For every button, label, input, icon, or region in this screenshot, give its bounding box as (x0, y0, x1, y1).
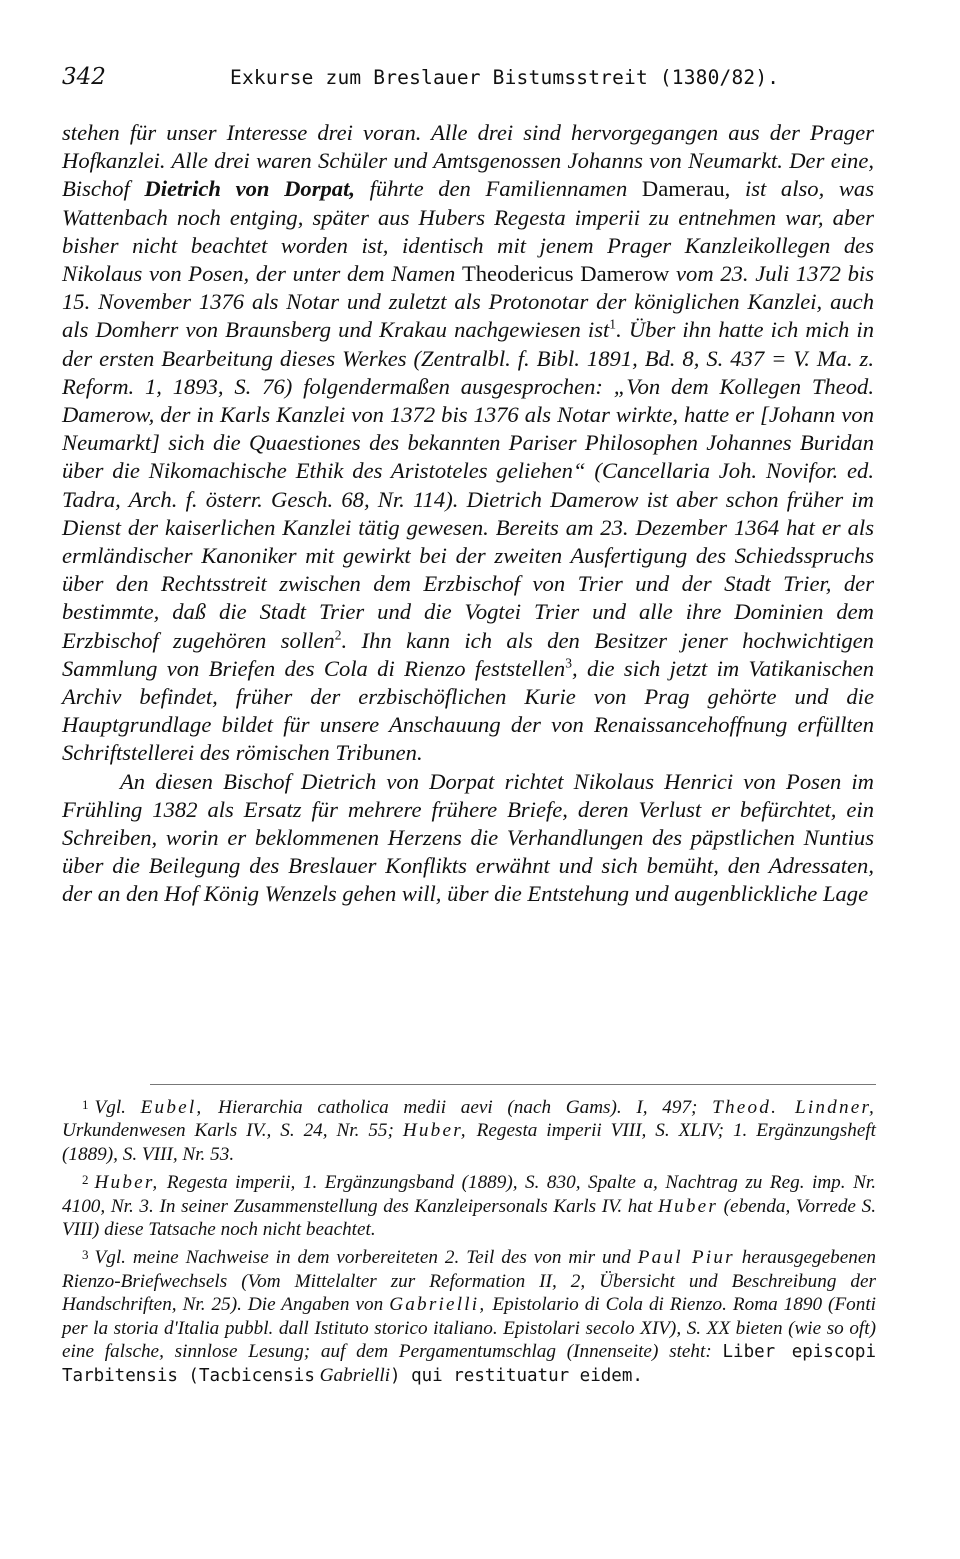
text-run: . Ihn kann ich als den Besitzer jener hochwichtigen Sammlung von Briefen des Cola di Rienzo feststellen (62, 627, 874, 681)
footnote-ref-3: 3 (565, 655, 573, 671)
page-header (62, 64, 902, 96)
footnote-divider (150, 1084, 876, 1085)
text-run: (ebenda, Vorrede S. VIII) diese Tatsache noch nicht beachtet. (62, 1195, 876, 1241)
footnote-ref-2: 2 (334, 627, 342, 643)
text-run: ist also, was Wattenbach noch entging, später aus Hubers Regesta imperii zu entnehmen war, aber bisher nicht beachtet worden ist, identisch mit jenem Prager Kanzleikollegen des Nikolaus von Posen, der unter dem Namen (62, 176, 875, 287)
author-eubel: Eubel, (140, 1097, 204, 1118)
running-title: Exkurse zum Breslauer Bistumsstreit (1380/82). (230, 66, 780, 89)
footnote-1 (62, 1093, 876, 1166)
quoted-inscription-end: ) qui restituatur eidem. (390, 1366, 643, 1387)
text-run: Hierarchia catholica medii aevi (nach Gams). I, 497; (203, 1097, 713, 1118)
author-huber: Huber, (94, 1172, 160, 1194)
quoted-inscription: Liber episcopi Tarbitensis (Tacbicensis (62, 1342, 876, 1387)
author-gabrielli: Gabrielli (319, 1365, 391, 1387)
text-run: Epistolario di Cola di Rienzo. Roma 1890 (Fonti per la storia d'Italia pubbl. dall Istituto storico italiano. Epistolari secolo XIV), S. XX bieten (wie so oft) eine falsche, sinnlose Lesung; auf dem Pergamentumschlag (Innenseite) steht: (62, 1294, 877, 1363)
footnotes (62, 1093, 876, 1389)
footnote-3 (62, 1243, 876, 1388)
text-run: führte den Familiennamen (355, 176, 642, 202)
text-run: Urkundenwesen Karls IV., S. 24, Nr. 55; (62, 1120, 403, 1142)
paragraph-1 (62, 119, 874, 768)
text-run: Vgl. (94, 1097, 141, 1118)
footnote-ref-1: 1 (609, 316, 617, 332)
text-run: , die sich jetzt im Vatikanischen Archiv befindet, früher der erzbischöflichen Kurie von Prag gehörte und die Hauptgrundlage bildet für unsere Anschauung der von Renaissancehoffnung erfüllten Schriftstellerei des römischen Tribunen. (62, 655, 874, 766)
name-damerau: Damerau, (641, 176, 731, 202)
footnote-2 (62, 1168, 876, 1241)
footnote-mark: 1 (82, 1097, 89, 1112)
author-huber: Huber (657, 1195, 718, 1217)
footnote-mark: 2 (82, 1172, 89, 1188)
main-text (62, 119, 874, 909)
paragraph-2: An diesen Bischof Dietrich von Dorpat richtet Nikolaus Henrici von Posen im Frühling 1382 als Ersatz für mehrere frühere Briefe, deren Verlust er befürchtet, ein Schreiben, worin er beklommenen Herzens die Verhandlungen des päpstlichen Nuntius über die Beilegung des Breslauer Konflikts erwähnt und sich bemüht, den Adressaten, der an den Hof König Wenzels gehen will, über die Entstehung und augenblickliche Lage (62, 768, 874, 907)
text-run: vom 23. Juli 1372 bis 15. November 1376 als Notar und zuletzt als Protonotar der königlichen Kanzlei, auch als Domherr von Braunsberg und Krakau nachgewiesen ist (62, 261, 874, 343)
author-huber: Huber, (402, 1120, 468, 1142)
footnote-mark: 3 (82, 1247, 89, 1263)
text-run: . Über ihn hatte ich mich in der ersten Bearbeitung dieses Werkes (Zentralbl. f. Bibl. 1891, Bd. 8, S. 437 = V. Ma. z. Reform. 1, 1893, S. 76) folgendermaßen ausgesprochen: „Von dem Kollegen Theod. Damerow, der in Karls Kanzlei von 1372 bis 1376 als Notar wirkte, hatte er [Johann von Neumarkt] sich die Quaestiones des bekannten Pariser Philosophen Johannes Buridan über die Nikomachische Ethik des Aristoteles geliehen“ (Cancellaria Joh. Novifor. ed. Tadra, Arch. f. österr. Gesch. 68, Nr. 114). Dietrich Damerow ist aber schon früher im Dienst der kaiserlichen Kanzlei tätig gewesen. Bereits am 23. Dezember 1364 hat er als ermländischer Kanoniker mit gewirkt bei der zweiten Ausfertigung des Schiedsspruchs über den Rechtsstreit zwischen dem Erzbischof von Trier und der Stadt Trier, der bestimmte, daß die Stadt Trier und die Vogtei Trier und alle ihre Dominien dem Erzbischof zugehören sollen (62, 317, 874, 653)
text-run: stehen für unser Interesse drei voran. Alle drei sind hervorgegangen aus der Prager Hofkanzlei. Alle drei waren Schüler und Amtsgenossen Johanns von Neumarkt. Der eine, Bischof (62, 120, 874, 202)
name-theodericus-damerow: Theodericus Damerow (461, 261, 670, 287)
page-number: 342 (62, 64, 106, 90)
text-run: herausgegebenen Rienzo-Briefwechsels (Vom Mittelalter zur Reformation II, 2, Übersicht und Beschreibung der Handschriften, Nr. 25). Die Angaben von (62, 1247, 876, 1316)
text-run: Regesta imperii VIII, S. XLIV; 1. Ergänzungsheft (1889), S. VIII, Nr. 53. (62, 1120, 876, 1165)
author-piur: Paul Piur (637, 1247, 735, 1269)
text-run: Regesta imperii, 1. Ergänzungsband (1889), S. 830, Spalte a, Nachtrag zu Reg. imp. Nr. 4100, Nr. 3. In seiner Zusammenstellung des Kanzleipersonals Karls IV. hat (62, 1172, 876, 1217)
author-lindner: Theod. Lindner, (712, 1097, 877, 1118)
author-gabrielli: Gabrielli, (389, 1294, 487, 1316)
text-run: Vgl. meine Nachweise in dem vorbereiteten 2. Teil des von mir und (94, 1247, 638, 1269)
name-dietrich-von-dorpat: Dietrich von Dorpat, (144, 176, 356, 202)
